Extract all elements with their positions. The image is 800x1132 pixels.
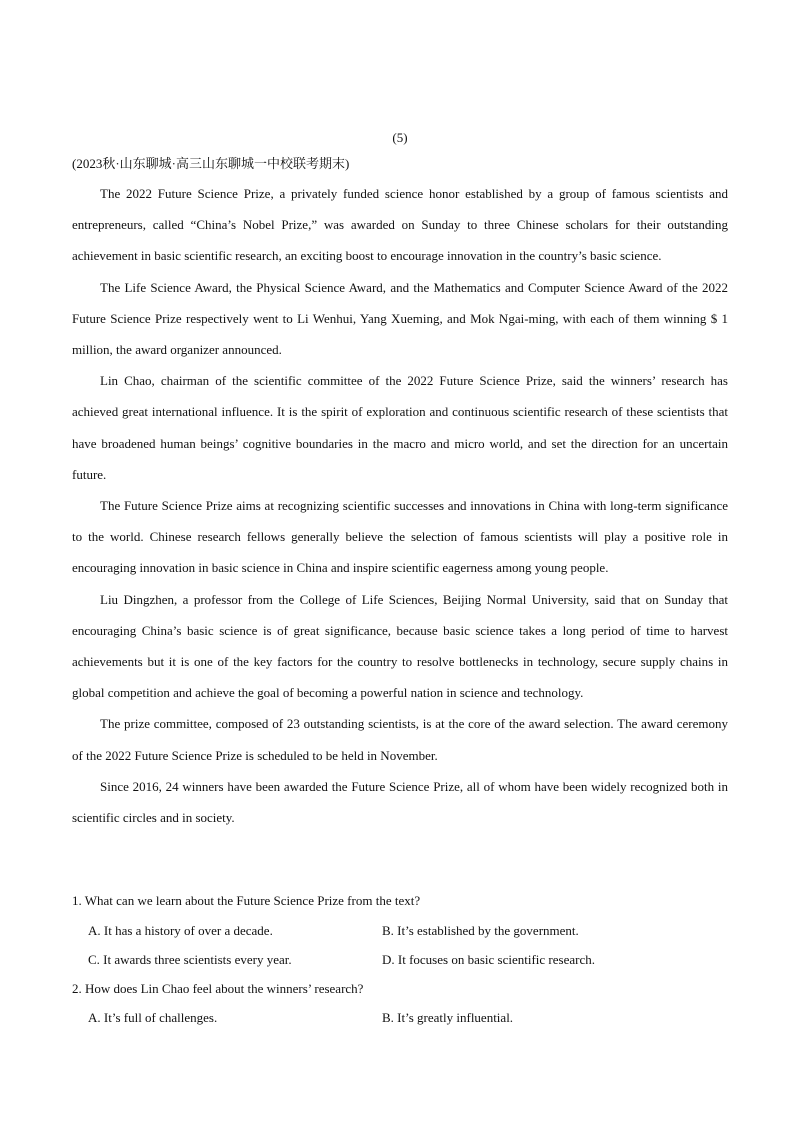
passage bbox=[72, 178, 728, 833]
question-1-option-d[interactable]: D. It focuses on basic scientific research. bbox=[382, 952, 595, 967]
paragraph-5: Liu Dingzhen, a professor from the College of Life Sciences, Beijing Normal University, said that on Sunday that encouraging China’s basic science is of great significance, because basic science takes a long period of time to harvest achievements but it is one of the key factors for the country to resolve bottlenecks in technology, secure supply chains in global competition and achieve the goal of becoming a powerful nation in science and technology. bbox=[72, 591, 728, 701]
question-1-option-b[interactable]: B. It’s established by the government. bbox=[382, 923, 579, 938]
paragraph-6: The prize committee, composed of 23 outstanding scientists, is at the core of the award selection. The award ceremony of the 2022 Future Science Prize is scheduled to be held in November. bbox=[72, 716, 728, 763]
paragraph-7: Since 2016, 24 winners have been awarded the Future Science Prize, all of whom have been widely recognized both in scientific circles and in society. bbox=[72, 778, 728, 826]
source-line: (2023秋·山东聊城·高三山东聊城一中校联考期末) bbox=[72, 156, 350, 171]
paragraph-1: The 2022 Future Science Prize, a privately funded science honor established by a group of famous scientists and entrepreneurs, called “China’s Nobel Prize,” was awarded on Sunday to three Chinese scholars for their outstanding achievement in basic scientific research, an exciting boost to encourage innovation in the country’s basic science. bbox=[72, 186, 728, 264]
paragraph-3: Lin Chao, chairman of the scientific committee of the 2022 Future Science Prize, said the winners’ research has achieved great international influence. It is the spirit of exploration and continuous scientific research of these scientists that have broadened human beings’ cognitive boundaries in the macro and micro world, and set the direction for an uncertain future. bbox=[72, 373, 728, 482]
question-2-option-a[interactable]: A. It’s full of challenges. bbox=[88, 1010, 218, 1025]
question-2-option-b[interactable]: B. It’s greatly influential. bbox=[382, 1010, 514, 1025]
question-2-stem: 2. How does Lin Chao feel about the winners’ research? bbox=[72, 981, 364, 996]
question-1-stem: 1. What can we learn about the Future Science Prize from the text? bbox=[72, 893, 421, 908]
question-number: (5) bbox=[392, 130, 408, 145]
question-1-option-a[interactable]: A. It has a history of over a decade. bbox=[88, 923, 273, 938]
paragraph-4: The Future Science Prize aims at recognizing scientific successes and innovations in China with long-term significance to the world. Chinese research fellows generally believe the selection of famous scientists will play a positive role in encouraging innovation in basic science in China and inspire scientific eagerness among young people. bbox=[72, 498, 728, 576]
question-1-option-c[interactable]: C. It awards three scientists every year. bbox=[88, 952, 292, 967]
paragraph-2: The Life Science Award, the Physical Science Award, and the Mathematics and Computer Science Award of the 2022 Future Science Prize respectively went to Li Wenhui, Yang Xueming, and Mok Ngai-ming, with each of them winning $ 1 million, the award organizer announced. bbox=[72, 279, 728, 358]
